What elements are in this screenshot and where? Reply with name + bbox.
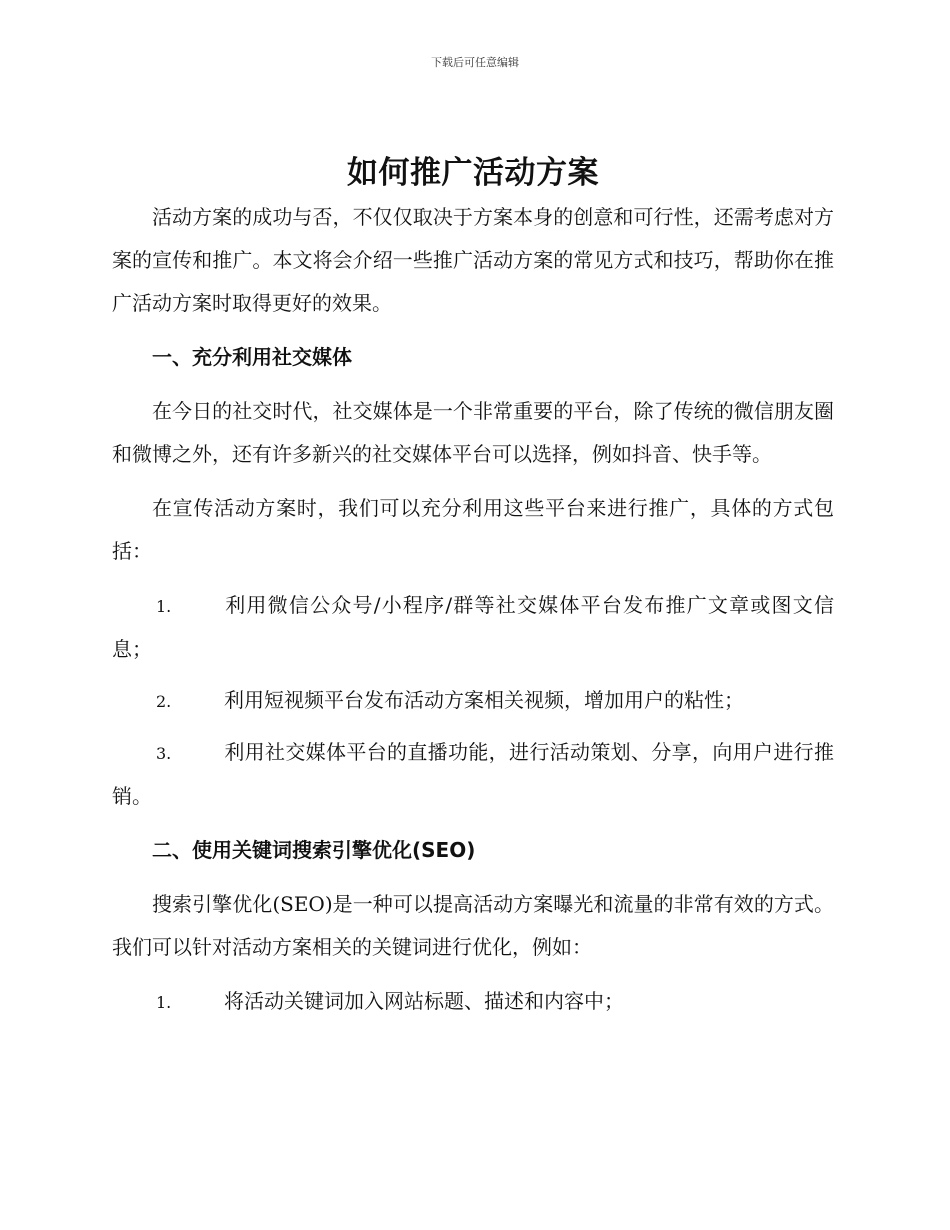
list-number: 1. [156,597,172,616]
list-number: 3. [156,744,172,763]
section-heading-seo: 二、使用关键词搜索引擎优化(SEO) [152,838,476,862]
list-item [112,679,834,723]
social-media-paragraph-1: 在今日的社交时代，社交媒体是一个非常重要的平台，除了传统的微信朋友圈和微博之外，还有许多新兴的社交媒体平台可以选择，例如抖音、快手等。 [112,399,834,466]
list-item [112,731,834,818]
list-item [112,584,834,671]
list-item-text: 将活动关键词加入网站标题、描述和内容中； [224,989,624,1013]
list-item-text: 利用短视频平台发布活动方案相关视频，增加用户的粘性； [224,688,744,712]
document-title: 如何推广活动方案 [347,155,599,191]
list-number: 1. [156,993,172,1012]
intro-paragraph: 活动方案的成功与否，不仅仅取决于方案本身的创意和可行性，还需考虑对方案的宣传和推广。本文将会介绍一些推广活动方案的常见方式和技巧，帮助你在推广活动方案时取得更好的效果。 [112,205,834,315]
social-media-paragraph-2: 在宣传活动方案时，我们可以充分利用这些平台来进行推广，具体的方式包括： [112,496,834,563]
section-heading-social-media: 一、充分利用社交媒体 [152,345,352,369]
list-item-text: 利用微信公众号/小程序/群等社交媒体平台发布推广文章或图文信息； [112,593,834,661]
seo-paragraph-1: 搜索引擎优化(SEO)是一种可以提高活动方案曝光和流量的非常有效的方式。我们可以针对活动方案相关的关键词进行优化，例如： [112,892,834,959]
list-item-text: 利用社交媒体平台的直播功能，进行活动策划、分享，向用户进行推销。 [112,740,834,808]
list-number: 2. [156,692,172,711]
list-item [112,980,834,1024]
document-body [112,150,834,1024]
header-note: 下载后可任意编辑 [431,56,519,69]
